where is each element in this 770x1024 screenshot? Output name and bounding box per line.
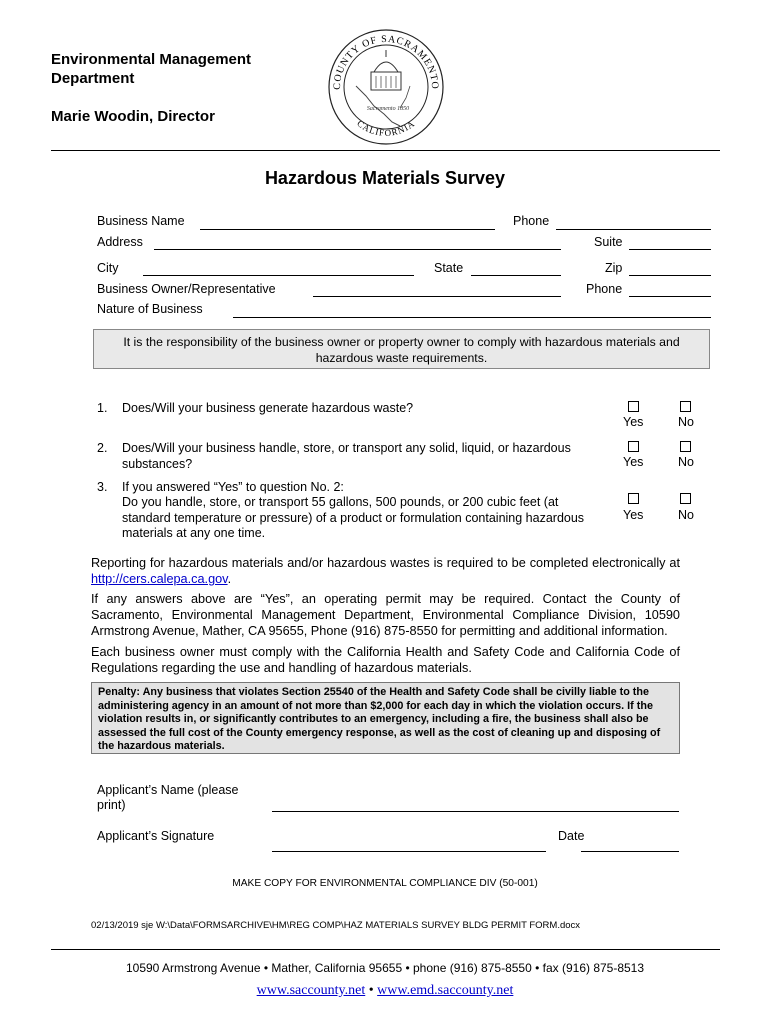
- compliance-paragraph: Each business owner must comply with the California Health and Safety Code and California Code of Regulations regarding the use and handling of hazardous materials.: [91, 645, 680, 675]
- date-label: Date: [558, 829, 585, 843]
- question-2-yes-checkbox[interactable]: [628, 441, 639, 452]
- footer-websites: [0, 983, 770, 999]
- question-3-yes-label: Yes: [623, 508, 644, 522]
- penalty-box: Penalty: Any business that violates Section 25540 of the Health and Safety Code shall be civilly liable to the administering agency in an amount of not more than $2,000 for each day in which the violation occurs. If the violation results in, or significantly contributes to an emergency, including a fire, the business shall also be assessed the full cost of the County emergency response, as well as the cost of cleaning up and disposing of the hazardous materials.: [91, 682, 680, 754]
- owner-phone-label: Phone: [586, 282, 623, 296]
- footer-separator: •: [365, 983, 378, 998]
- address-field[interactable]: [154, 249, 561, 250]
- question-1-yes-checkbox[interactable]: [628, 401, 639, 412]
- question-1-yes-label: Yes: [623, 415, 644, 429]
- svg-text:Sacramento 1850: Sacramento 1850: [366, 106, 410, 112]
- suite-label: Suite: [594, 235, 623, 249]
- reporting-end: .: [227, 572, 232, 586]
- phone-field[interactable]: [556, 229, 711, 230]
- reporting-paragraph: [91, 555, 680, 587]
- owner-phone-field[interactable]: [629, 296, 711, 297]
- business-name-label: Business Name: [97, 214, 185, 228]
- state-field[interactable]: [471, 275, 561, 276]
- state-label: State: [434, 261, 464, 275]
- question-2-no-label: No: [678, 455, 694, 469]
- question-1-text: Does/Will your business generate hazardous waste?: [122, 401, 414, 415]
- permit-paragraph: If any answers above are “Yes”, an operating permit may be required. Contact the County of Sacramento, Environmental Management Department, Environmental Compliance Division, 10590 Armstrong Avenue, Mather, CA 95655, Phone (916) 875-8550 for permitting and additional information.: [91, 592, 680, 638]
- date-field[interactable]: [581, 851, 679, 852]
- department-name: [51, 50, 291, 88]
- question-2-no-checkbox[interactable]: [680, 441, 691, 452]
- question-1-no-checkbox[interactable]: [680, 401, 691, 412]
- zip-label: Zip: [605, 261, 623, 275]
- cers-link[interactable]: http://cers.calepa.ca.gov: [91, 572, 228, 586]
- org-line-1: Environmental Management: [51, 51, 252, 68]
- suite-field[interactable]: [629, 249, 711, 250]
- question-3-intro: If you answered “Yes” to question No. 2:: [122, 480, 344, 494]
- svg-text:COUNTY OF SACRAMENTO: COUNTY OF SACRAMENTO: [331, 33, 441, 91]
- question-1-number: 1.: [97, 401, 108, 415]
- applicant-name-label-line2: print): [97, 798, 126, 812]
- footer-divider: [51, 949, 720, 950]
- question-3-number: 3.: [97, 480, 108, 494]
- applicant-name-field[interactable]: [272, 811, 679, 812]
- zip-field[interactable]: [629, 275, 711, 276]
- question-3-no-label: No: [678, 508, 694, 522]
- question-2-text: Does/Will your business handle, store, or transport any solid, liquid, or hazardous substances?: [122, 441, 571, 471]
- question-1-no-label: No: [678, 415, 694, 429]
- address-label: Address: [97, 235, 143, 249]
- applicant-name-label-line1: Applicant’s Name (please: [97, 783, 239, 797]
- copy-note: MAKE COPY FOR ENVIRONMENTAL COMPLIANCE DIV (50-001): [232, 878, 538, 889]
- director-name: Marie Woodin, Director: [51, 108, 215, 125]
- file-reference: 02/13/2019 sje W:\Data\FORMSARCHIVE\HM\REG COMP\HAZ MATERIALS SURVEY BLDG PERMIT FORM.docx: [91, 920, 581, 931]
- city-field[interactable]: [143, 275, 414, 276]
- org-line-2: Department: [51, 70, 135, 87]
- header-divider: [51, 150, 720, 151]
- question-3-no-checkbox[interactable]: [680, 493, 691, 504]
- reporting-text: Reporting for hazardous materials and/or hazardous wastes is required to be completed electronically at: [91, 556, 680, 570]
- business-name-field[interactable]: [200, 229, 495, 230]
- svg-text:CALIFORNIA: CALIFORNIA: [355, 118, 417, 138]
- county-seal-logo: [326, 26, 446, 148]
- question-2-number: 2.: [97, 441, 108, 455]
- nature-field[interactable]: [233, 317, 711, 318]
- question-3-yes-checkbox[interactable]: [628, 493, 639, 504]
- saccounty-link[interactable]: www.saccounty.net: [256, 983, 366, 998]
- nature-label: Nature of Business: [97, 302, 203, 316]
- page-title: Hazardous Materials Survey: [264, 168, 506, 188]
- footer-address: 10590 Armstrong Avenue • Mather, California 95655 • phone (916) 875-8550 • fax (916) 875-8513: [125, 961, 645, 975]
- emd-saccounty-link[interactable]: www.emd.saccounty.net: [377, 983, 514, 998]
- question-2-yes-label: Yes: [623, 455, 644, 469]
- applicant-signature-label: Applicant’s Signature: [97, 829, 215, 843]
- question-3-text: Do you handle, store, or transport 55 gallons, 500 pounds, or 200 cubic feet (at standard temperature or pressure) of a product or formulation containing hazardous materials at any one time.: [122, 495, 585, 540]
- owner-rep-label: Business Owner/Representative: [97, 282, 276, 296]
- responsibility-notice: It is the responsibility of the business owner or property owner to comply with hazardous materials and hazardous waste requirements.: [93, 329, 710, 369]
- owner-rep-field[interactable]: [313, 296, 561, 297]
- applicant-signature-field[interactable]: [272, 851, 546, 852]
- applicant-name-label: [97, 783, 239, 813]
- city-label: City: [97, 261, 119, 275]
- phone-label: Phone: [513, 214, 550, 228]
